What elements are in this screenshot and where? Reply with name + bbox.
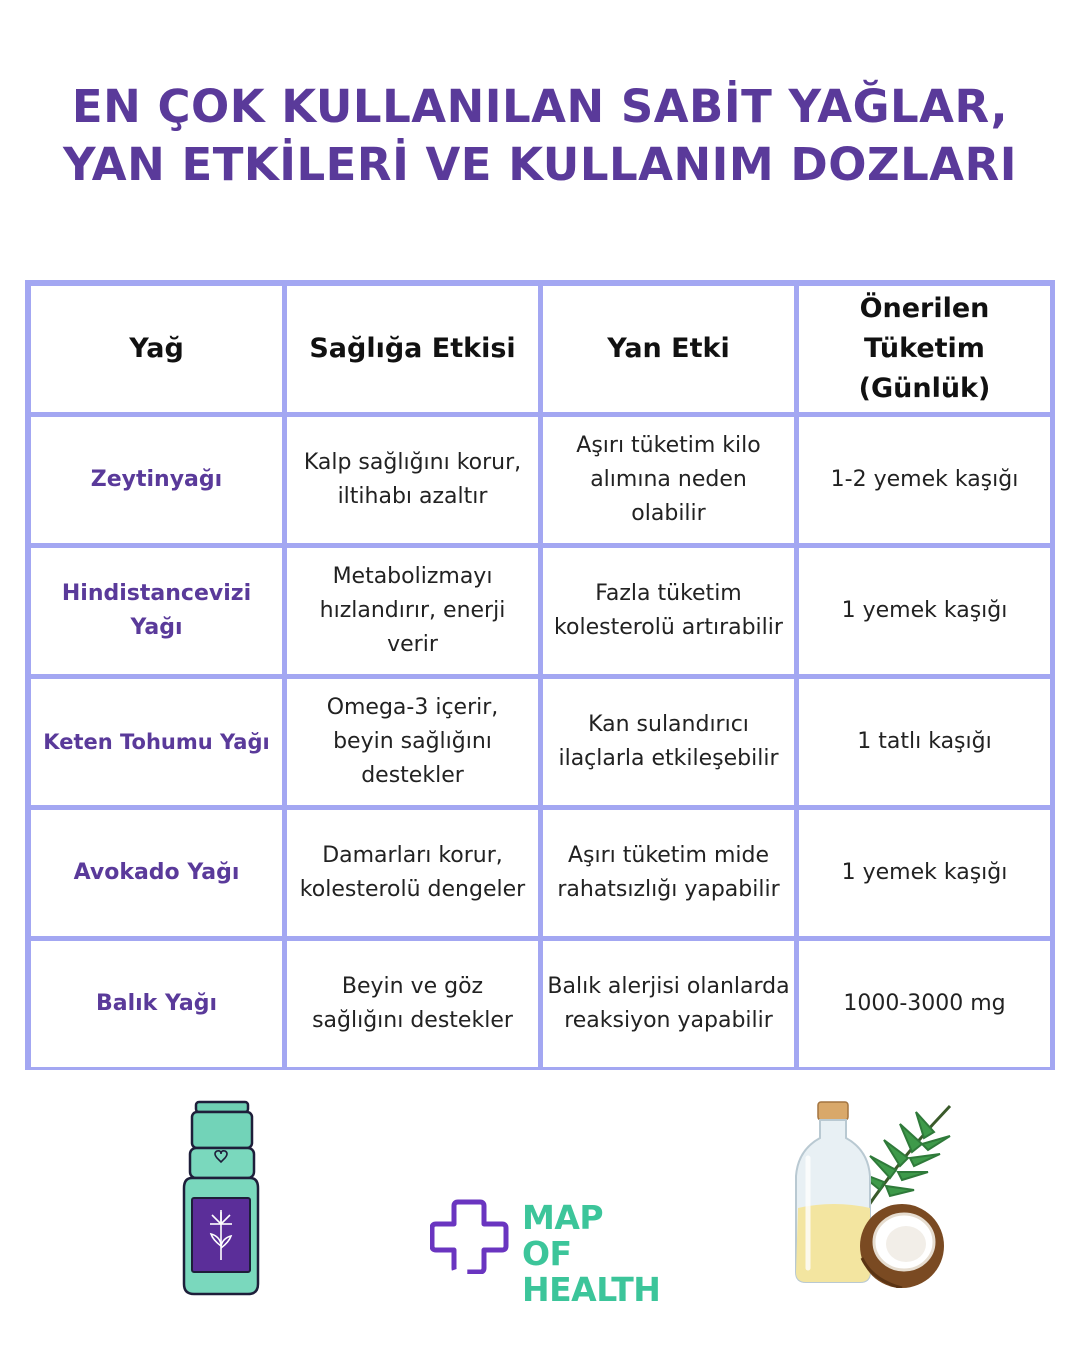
row-4-daily-dose: 1 yemek kaşığı [799,810,1050,936]
logo-wordmark [522,1200,660,1308]
row-1-oil: Zeytinyağı [31,417,282,543]
row-3-oil: Keten Tohumu Yağı [31,679,282,805]
cross-outline-icon [430,1198,510,1274]
row-2-side-effect: Fazla tüketim kolesterolü artırabilir [543,548,794,674]
row-2-daily-dose: 1 yemek kaşığı [799,548,1050,674]
header-oil: Yağ [31,286,282,412]
map-of-health-logo [430,1196,661,1309]
row-2-oil: Hindistancevizi Yağı [31,548,282,674]
essential-oil-bottle-icon [176,1098,266,1298]
row-5-side-effect: Balık alerjisi olanlarda reaksiyon yapabilir [543,941,794,1067]
header-health-effect: Sağlığa Etkisi [287,286,538,412]
row-3-side-effect: Kan sulandırıcı ilaçlarla etkileşebilir [543,679,794,805]
row-5-daily-dose: 1000-3000 mg [799,941,1050,1067]
row-1-health-effect: Kalp sağlığını korur, iltihabı azaltır [287,417,538,543]
logo-line-2: HEALTH [522,1270,661,1309]
page-title [0,78,1080,194]
row-1-side-effect: Aşırı tüketim kilo alımına neden olabilir [543,417,794,543]
row-3-health-effect: Omega-3 içerir, beyin sağlığını destekler [287,679,538,805]
row-4-health-effect: Damarları korur, kolesterolü dengeler [287,810,538,936]
row-2-health-effect: Metabolizmayı hızlandırır, enerji verir [287,548,538,674]
oil-table [25,280,1055,1070]
row-1-daily-dose: 1-2 yemek kaşığı [799,417,1050,543]
header-daily-dose: Önerilen Tüketim (Günlük) [799,286,1050,412]
header-side-effect: Yan Etki [543,286,794,412]
row-3-daily-dose: 1 tatlı kaşığı [799,679,1050,805]
row-4-side-effect: Aşırı tüketim mide rahatsızlığı yapabilir [543,810,794,936]
title-line-1: EN ÇOK KULLANILAN SABİT YAĞLAR, [71,80,1009,133]
title-line-2: YAN ETKİLERİ VE KULLANIM DOZLARI [63,138,1017,191]
logo-line-1: MAP OF [522,1198,604,1273]
row-5-oil: Balık Yağı [31,941,282,1067]
row-4-oil: Avokado Yağı [31,810,282,936]
coconut-oil-jar-icon [790,1098,960,1288]
row-5-health-effect: Beyin ve göz sağlığını destekler [287,941,538,1067]
